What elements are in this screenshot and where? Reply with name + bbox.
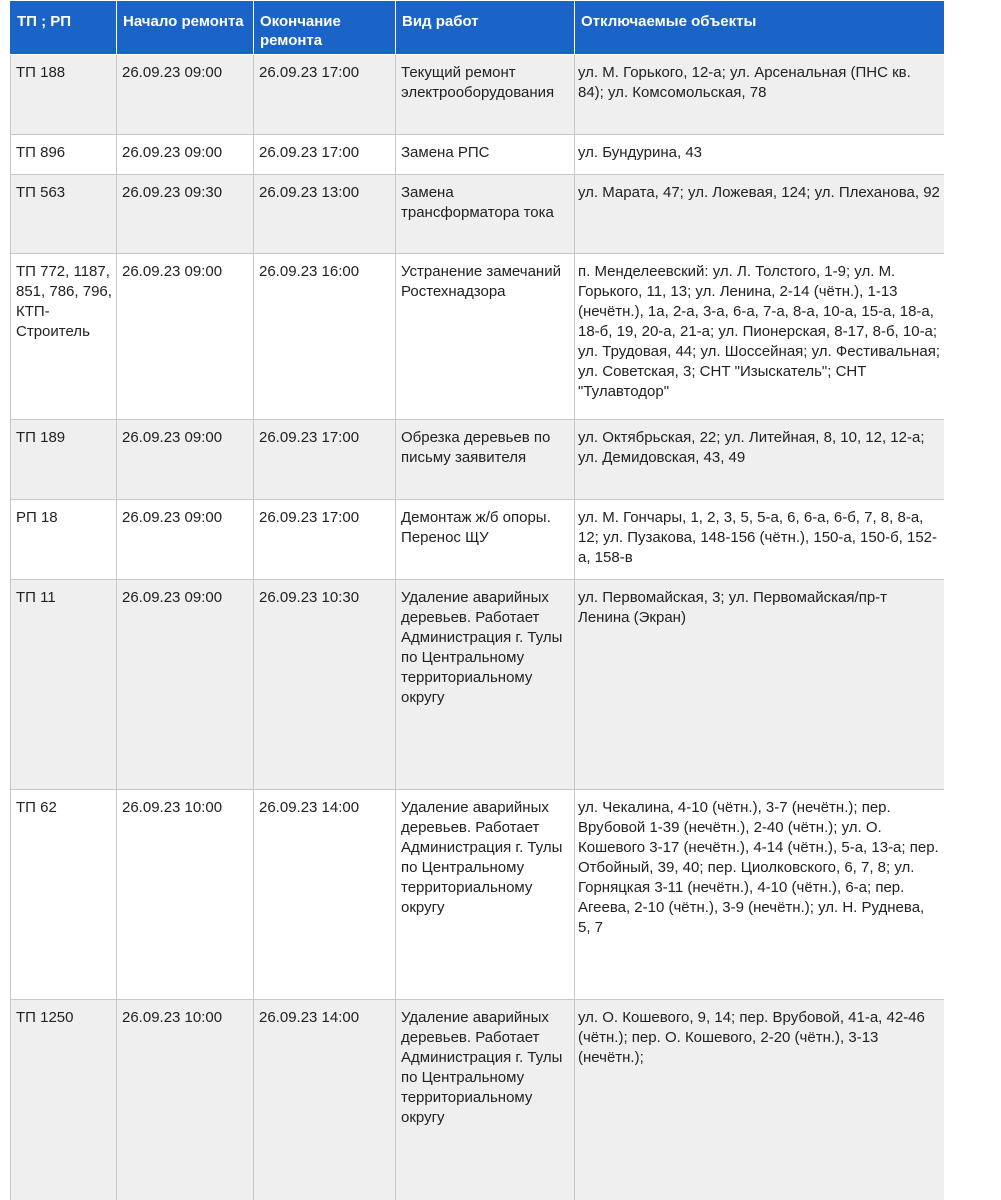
cell-end: 26.09.23 16:00 — [254, 254, 396, 420]
cell-end: 26.09.23 14:00 — [254, 790, 396, 1000]
cell-end: 26.09.23 10:30 — [254, 580, 396, 790]
cell-end: 26.09.23 17:00 — [254, 55, 396, 135]
cell-objects: ул. Чекалина, 4-10 (чётн.), 3-7 (нечётн.); пер. Врубовой 1-39 (нечётн.), 2-40 (чётн.); ул. О. Кошевого 3-17 (нечётн.), 4-14 (чётн.), 5-а, 13-а; пер. Отбойный, 39, 40; пер. Циолковского, 6, 7, 8; ул. Горняцкая 3-11 (нечётн.), 4-10 (чётн.), 6-а; пер. Агеева, 2-10 (чётн.), 3-9 (нечётн.); ул. Н. Руднева, 5, 7 — [575, 790, 945, 1000]
cell-start: 26.09.23 09:00 — [117, 580, 254, 790]
cell-objects: ул. Октябрьская, 22; ул. Литейная, 8, 10, 12, 12-а; ул. Демидовская, 43, 49 — [575, 420, 945, 500]
cell-work: Текущий ремонт электрооборудования — [396, 55, 575, 135]
cell-tp: ТП 563 — [11, 175, 117, 254]
cell-tp: ТП 62 — [11, 790, 117, 1000]
cell-work: Демонтаж ж/б опоры. Перенос ЩУ — [396, 500, 575, 580]
cell-work: Замена трансформатора тока — [396, 175, 575, 254]
cell-objects: п. Менделеевский: ул. Л. Толстого, 1-9; ул. М. Горького, 11, 13; ул. Ленина, 2-14 (чётн.), 1-13 (нечётн.), 1а, 2-а, 3-а, 6-а, 7-а, 8-а, 10-а, 15-а, 18-а, 18-б, 19, 20-а, 21-а; ул. Пионерская, 8-17, 8-б, 10-а; ул. Трудовая, 44; ул. Шоссейная; ул. Фестивальная; ул. Советская, 3; СНТ "Изыскатель"; СНТ "Тулавтодор" — [575, 254, 945, 420]
cell-work: Удаление аварийных деревьев. Работает Администрация г. Тулы по Центральному территориальному округу — [396, 1000, 575, 1200]
cell-tp: ТП 896 — [11, 135, 117, 175]
table-row — [11, 790, 945, 1000]
cell-tp: ТП 772, 1187, 851, 786, 796, КТП-Строитель — [11, 254, 117, 420]
header-tp-rp[interactable]: ТП ; РП — [11, 1, 117, 55]
table-row — [11, 500, 945, 580]
cell-start: 26.09.23 09:00 — [117, 500, 254, 580]
cell-end: 26.09.23 14:00 — [254, 1000, 396, 1200]
cell-work: Удаление аварийных деревьев. Работает Администрация г. Тулы по Центральному территориальному округу — [396, 790, 575, 1000]
cell-work: Замена РПС — [396, 135, 575, 175]
cell-work: Устранение замечаний Ростехнадзора — [396, 254, 575, 420]
cell-objects: ул. Бундурина, 43 — [575, 135, 945, 175]
cell-start: 26.09.23 10:00 — [117, 790, 254, 1000]
cell-work: Удаление аварийных деревьев. Работает Администрация г. Тулы по Центральному территориальному округу — [396, 580, 575, 790]
table-row — [11, 135, 945, 175]
table-row — [11, 580, 945, 790]
cell-tp: ТП 189 — [11, 420, 117, 500]
cell-start: 26.09.23 09:30 — [117, 175, 254, 254]
cell-start: 26.09.23 10:00 — [117, 1000, 254, 1200]
cell-tp: ТП 1250 — [11, 1000, 117, 1200]
outage-table-container — [10, 0, 944, 1200]
cell-objects: ул. О. Кошевого, 9, 14; пер. Врубовой, 41-а, 42-46 (чётн.); пер. О. Кошевого, 2-20 (чётн.), 3-13 (нечётн.); — [575, 1000, 945, 1200]
table-header — [11, 1, 945, 55]
table-row — [11, 1000, 945, 1200]
cell-start: 26.09.23 09:00 — [117, 420, 254, 500]
cell-end: 26.09.23 17:00 — [254, 500, 396, 580]
cell-start: 26.09.23 09:00 — [117, 135, 254, 175]
cell-work: Обрезка деревьев по письму заявителя — [396, 420, 575, 500]
cell-tp: ТП 188 — [11, 55, 117, 135]
cell-objects: ул. М. Гончары, 1, 2, 3, 5, 5-а, 6, 6-а, 6-б, 7, 8, 8-а, 12; ул. Пузакова, 148-156 (чётн.), 150-а, 150-б, 152-а, 158-в — [575, 500, 945, 580]
header-objects[interactable]: Отключаемые объекты — [575, 1, 945, 55]
outage-schedule-table — [10, 0, 944, 1200]
table-row — [11, 420, 945, 500]
cell-end: 26.09.23 17:00 — [254, 135, 396, 175]
header-start[interactable]: Начало ремонта — [117, 1, 254, 55]
table-row — [11, 175, 945, 254]
cell-start: 26.09.23 09:00 — [117, 254, 254, 420]
table-row — [11, 55, 945, 135]
header-end[interactable]: Окончание ремонта — [254, 1, 396, 55]
cell-objects: ул. Марата, 47; ул. Ложевая, 124; ул. Плеханова, 92 — [575, 175, 945, 254]
cell-end: 26.09.23 13:00 — [254, 175, 396, 254]
cell-tp: ТП 11 — [11, 580, 117, 790]
cell-end: 26.09.23 17:00 — [254, 420, 396, 500]
table-body — [11, 55, 945, 1200]
cell-start: 26.09.23 09:00 — [117, 55, 254, 135]
cell-objects: ул. М. Горького, 12-а; ул. Арсенальная (ПНС кв. 84); ул. Комсомольская, 78 — [575, 55, 945, 135]
header-row — [11, 1, 945, 55]
table-row — [11, 254, 945, 420]
cell-objects: ул. Первомайская, 3; ул. Первомайская/пр-т Ленина (Экран) — [575, 580, 945, 790]
header-work-type[interactable]: Вид работ — [396, 1, 575, 55]
cell-tp: РП 18 — [11, 500, 117, 580]
